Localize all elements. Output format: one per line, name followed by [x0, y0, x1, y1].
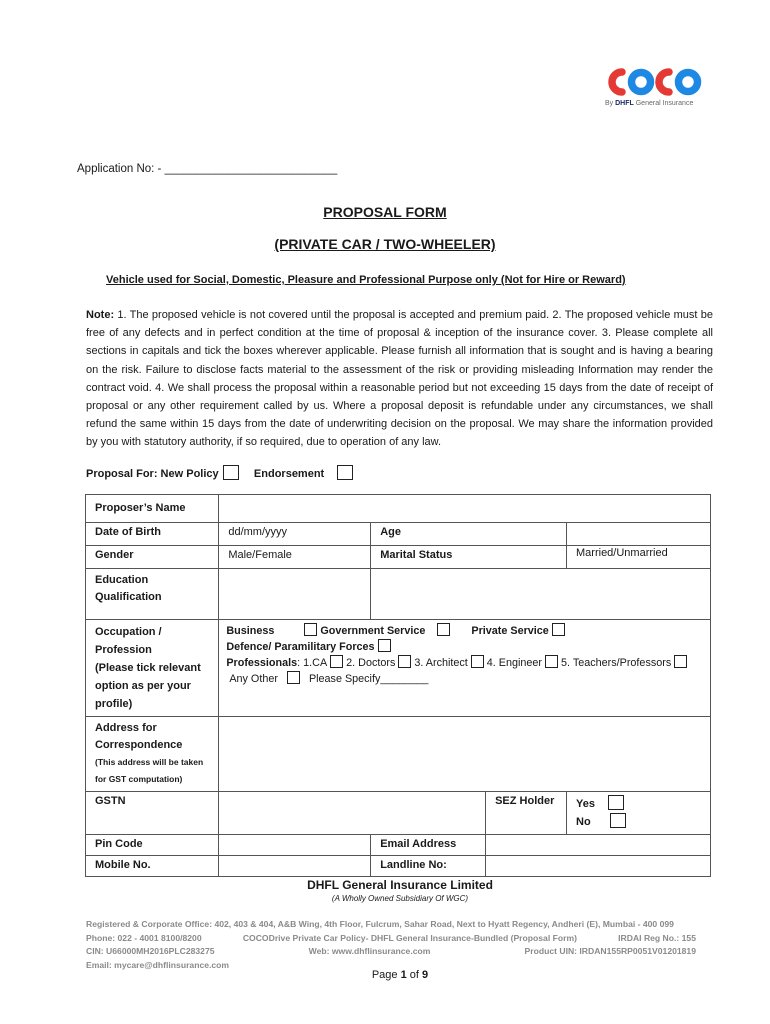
ca-checkbox[interactable] — [330, 655, 343, 668]
gstn-label: GSTN — [86, 792, 219, 835]
sez-holder-label: SEZ Holder — [486, 792, 567, 835]
application-number: Application No: - ___________________________ — [77, 163, 338, 175]
defence-checkbox[interactable] — [378, 639, 391, 652]
business-checkbox[interactable] — [304, 623, 317, 636]
sez-options: Yes No — [567, 792, 711, 835]
proposer-name-field[interactable] — [219, 495, 711, 523]
age-field[interactable] — [567, 523, 711, 546]
landline-field[interactable] — [486, 856, 711, 877]
email-field[interactable] — [486, 835, 711, 856]
sez-no-checkbox[interactable] — [610, 813, 626, 828]
marital-status-label: Marital Status — [371, 546, 567, 569]
page-number: Page 1 of 9 — [371, 969, 429, 981]
education-field-extra[interactable] — [371, 569, 711, 620]
logo-tagline: By DHFL General Insurance — [605, 100, 694, 107]
doctors-checkbox[interactable] — [398, 655, 411, 668]
company-subsidiary: (A Wholly Owned Subsidiary Of WGC) — [331, 894, 469, 903]
gender-field[interactable]: Male/Female — [219, 546, 371, 569]
note-label: Note: — [86, 309, 115, 321]
any-other-checkbox[interactable] — [287, 671, 300, 684]
please-specify-field[interactable]: Please Specify________ — [308, 673, 429, 685]
education-label: Education Qualification — [86, 569, 219, 620]
page-subtitle: (PRIVATE CAR / TWO-WHEELER) — [274, 236, 496, 252]
new-policy-checkbox[interactable] — [223, 465, 239, 480]
page-title: PROPOSAL FORM — [323, 204, 447, 220]
proposal-for: Proposal For: New Policy Endorsement — [86, 465, 353, 480]
sez-yes-checkbox[interactable] — [608, 795, 624, 810]
pin-code-field[interactable] — [219, 835, 371, 856]
address-field[interactable] — [219, 717, 711, 792]
government-service-checkbox[interactable] — [437, 623, 450, 636]
teachers-checkbox[interactable] — [674, 655, 687, 668]
marital-status-field[interactable]: Married/Unmarried — [567, 546, 711, 569]
engineer-checkbox[interactable] — [545, 655, 558, 668]
occupation-label: Occupation / Profession (Please tick relevant option as per your profile) — [86, 620, 219, 717]
endorsement-checkbox[interactable] — [337, 465, 353, 480]
purpose-statement: Vehicle used for Social, Domestic, Pleasure and Professional Purpose only (Not for Hire or Reward) — [106, 274, 626, 286]
gender-label: Gender — [86, 546, 219, 569]
note-paragraph — [86, 306, 713, 452]
pin-code-label: Pin Code — [86, 835, 219, 856]
dob-label: Date of Birth — [86, 523, 219, 546]
private-service-checkbox[interactable] — [552, 623, 565, 636]
footer-address: Registered & Corporate Office: 402, 403 & 404, A&B Wing, 4th Floor, Fulcrum, Sahar Road, Next to Hyatt Regency, Andheri (E), Mumbai - 400 099 Phone: 022 - 4001 8100/8200 COCODrive Private Car Policy- DHFL General Insurance-Bundled (Proposal Form) IRDAI Reg No.: 155 CIN: U66000MH2016PLC283275 Web: www.dhflinsurance.com Product UIN: IRDAN155RP0051V01201819 Email: mycare@dhflinsurance.com — [86, 919, 696, 970]
mobile-label: Mobile No. — [86, 856, 219, 877]
landline-label: Landline No: — [371, 856, 486, 877]
architect-checkbox[interactable] — [471, 655, 484, 668]
note-text: 1. The proposed vehicle is not covered until the proposal is accepted and premium paid. 2. The proposed vehicle must be free of any defects and in perfect condition at the time of proposal & inception of the insurance cover. 3. Please complete all sections in capitals and tick the boxes wherever applicable. Please furnish all information that is sought and is having a bearing on the risk. Failure to disclose facts material to the assessment of the risk or providing misleading Information may render the contract void. 4. We shall process the proposal within a reasonable period but not exceeding 15 days from the date of receipt of proposal or any other requirement called by us. Where a proposal deposit is refundable under any circumstances, we shall refund the same within 15 days from the date of underwriting decision on the proposal. We may share the information provided by you with statutory authority, if so required, due to operation of any law. — [86, 309, 713, 449]
gstn-field[interactable] — [219, 792, 486, 835]
mobile-field[interactable] — [219, 856, 371, 877]
age-label: Age — [371, 523, 567, 546]
proposer-name-label: Proposer’s Name — [86, 495, 219, 523]
dob-field[interactable]: dd/mm/yyyy — [219, 523, 371, 546]
email-label: Email Address — [371, 835, 486, 856]
occupation-options: Business Government Service Private Service Defence/ Paramilitary Forces Professionals: 1.CA 2. Doctors 3. Architect 4. Engineer 5. Teachers/Professors Any Other Please Specify________ — [219, 620, 711, 717]
proposer-details-table — [85, 494, 711, 877]
company-name: DHFL General Insurance Limited — [307, 878, 493, 892]
address-label: Address for Correspondence (This address will be taken for GST computation) — [86, 717, 219, 792]
education-field[interactable] — [219, 569, 371, 620]
